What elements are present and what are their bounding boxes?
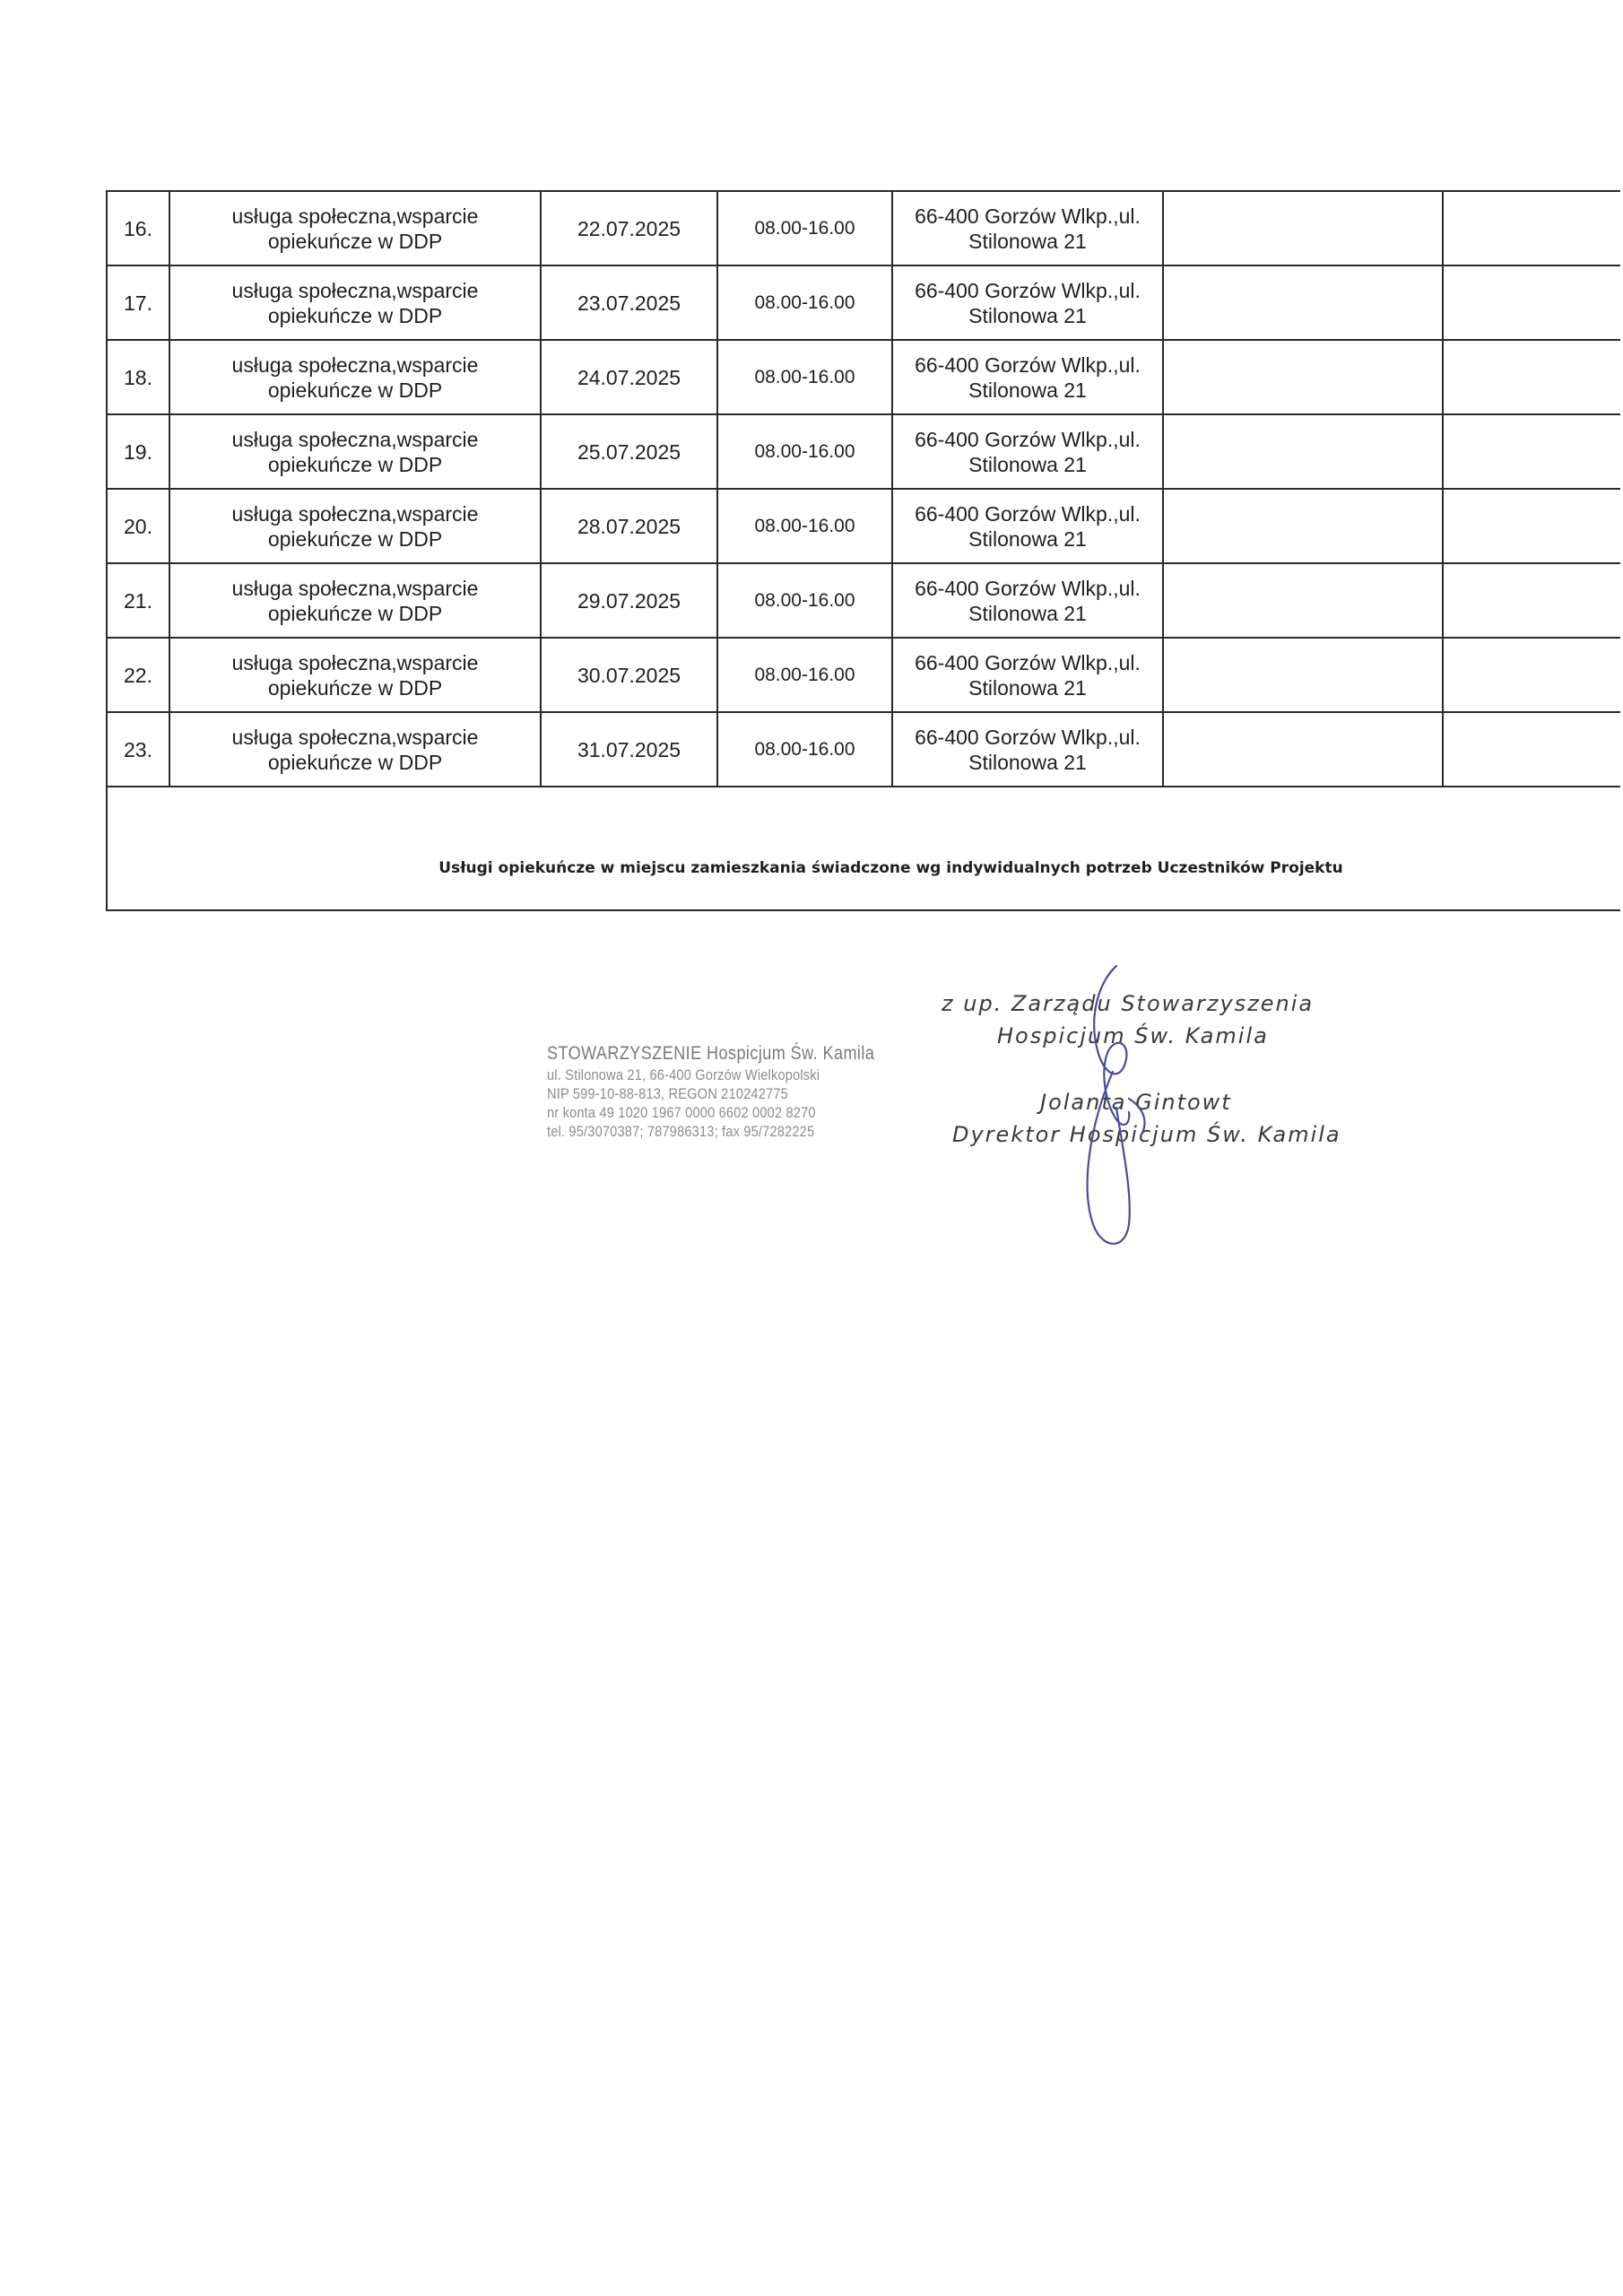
stamp-line: tel. 95/3070387; 787986313; fax 95/7282225 <box>547 1123 815 1140</box>
address-line-1: 66-400 Gorzów Wlkp.,ul. <box>915 278 1141 302</box>
service-name <box>169 638 541 712</box>
empty-cell <box>1443 489 1620 563</box>
service-line-1: usługa społeczna,wsparcie <box>231 501 479 526</box>
service-line-2: opiekuńcze w DDP <box>267 303 443 327</box>
stamp-title: STOWARZYSZENIE Hospicjum Św. Kamila <box>547 1043 875 1064</box>
service-hours: 08.00-16.00 <box>717 489 892 563</box>
row-number: 23. <box>107 712 169 787</box>
empty-cell <box>1443 265 1620 340</box>
table-row <box>107 265 1620 340</box>
address-line-1: 66-400 Gorzów Wlkp.,ul. <box>915 501 1141 526</box>
table-row <box>107 489 1620 563</box>
empty-cell <box>1443 414 1620 489</box>
row-number: 21. <box>107 563 169 638</box>
service-address <box>892 638 1163 712</box>
address-line-2: Stilonowa 21 <box>968 303 1087 327</box>
service-line-1: usługa społeczna,wsparcie <box>231 352 479 377</box>
service-name <box>169 489 541 563</box>
service-hours: 08.00-16.00 <box>717 340 892 414</box>
service-address <box>892 489 1163 563</box>
address-line-1: 66-400 Gorzów Wlkp.,ul. <box>915 576 1141 600</box>
schedule-table-body <box>107 191 1620 910</box>
address-line-2: Stilonowa 21 <box>968 229 1087 253</box>
service-hours: 08.00-16.00 <box>717 712 892 787</box>
table-row <box>107 340 1620 414</box>
service-line-1: usługa społeczna,wsparcie <box>231 278 479 302</box>
service-line-2: opiekuńcze w DDP <box>267 750 443 774</box>
empty-cell <box>1163 489 1443 563</box>
empty-cell <box>1443 712 1620 787</box>
row-number: 16. <box>107 191 169 265</box>
empty-cell <box>1443 563 1620 638</box>
service-address <box>892 191 1163 265</box>
signature-organization-line: Hospicjum Św. Kamila <box>997 1023 1269 1048</box>
service-date: 22.07.2025 <box>541 191 717 265</box>
address-line-2: Stilonowa 21 <box>968 601 1087 625</box>
service-line-1: usługa społeczna,wsparcie <box>231 204 479 228</box>
service-name <box>169 712 541 787</box>
service-date: 29.07.2025 <box>541 563 717 638</box>
service-date: 23.07.2025 <box>541 265 717 340</box>
table-row <box>107 191 1620 265</box>
address-line-2: Stilonowa 21 <box>968 750 1087 774</box>
service-line-1: usługa społeczna,wsparcie <box>231 725 479 749</box>
row-number: 19. <box>107 414 169 489</box>
handwritten-signature-icon <box>1063 964 1170 1260</box>
service-line-2: opiekuńcze w DDP <box>267 601 443 625</box>
row-number: 20. <box>107 489 169 563</box>
stamp-line: NIP 599-10-88-813, REGON 210242775 <box>547 1085 788 1102</box>
service-line-1: usługa społeczna,wsparcie <box>231 650 479 674</box>
row-number: 22. <box>107 638 169 712</box>
service-line-2: opiekuńcze w DDP <box>267 526 443 551</box>
association-stamp <box>547 1042 906 1141</box>
service-address <box>892 340 1163 414</box>
empty-cell <box>1163 340 1443 414</box>
empty-cell <box>1443 638 1620 712</box>
address-line-1: 66-400 Gorzów Wlkp.,ul. <box>915 352 1141 377</box>
address-line-1: 66-400 Gorzów Wlkp.,ul. <box>915 725 1141 749</box>
service-hours: 08.00-16.00 <box>717 414 892 489</box>
address-line-2: Stilonowa 21 <box>968 526 1087 551</box>
empty-cell <box>1163 191 1443 265</box>
service-name <box>169 563 541 638</box>
service-line-2: opiekuńcze w DDP <box>267 452 443 476</box>
address-line-1: 66-400 Gorzów Wlkp.,ul. <box>915 204 1141 228</box>
service-address <box>892 563 1163 638</box>
service-line-2: opiekuńcze w DDP <box>267 378 443 402</box>
service-date: 31.07.2025 <box>541 712 717 787</box>
signature-name: Jolanta Gintowt <box>1040 1090 1232 1115</box>
service-line-2: opiekuńcze w DDP <box>267 229 443 253</box>
footer-note: Usługi opiekuńcze w miejscu zamieszkania świadczone wg indywidualnych potrzeb Uczestników Projektu <box>107 787 1620 910</box>
table-row <box>107 563 1620 638</box>
address-line-2: Stilonowa 21 <box>968 452 1087 476</box>
address-line-2: Stilonowa 21 <box>968 675 1087 700</box>
signature-authority-line: z up. Zarządu Stowarzyszenia <box>942 991 1315 1016</box>
service-line-1: usługa społeczna,wsparcie <box>231 576 479 600</box>
service-hours: 08.00-16.00 <box>717 563 892 638</box>
service-date: 24.07.2025 <box>541 340 717 414</box>
stamp-line: nr konta 49 1020 1967 0000 6602 0002 8270 <box>547 1104 816 1121</box>
empty-cell <box>1443 340 1620 414</box>
empty-cell <box>1443 191 1620 265</box>
row-number: 17. <box>107 265 169 340</box>
service-name <box>169 414 541 489</box>
stamp-line: ul. Stilonowa 21, 66-400 Gorzów Wielkopolski <box>547 1066 820 1083</box>
service-date: 28.07.2025 <box>541 489 717 563</box>
address-line-1: 66-400 Gorzów Wlkp.,ul. <box>915 427 1141 451</box>
service-hours: 08.00-16.00 <box>717 191 892 265</box>
service-name <box>169 265 541 340</box>
service-hours: 08.00-16.00 <box>717 638 892 712</box>
empty-cell <box>1163 414 1443 489</box>
row-number: 18. <box>107 340 169 414</box>
service-date: 25.07.2025 <box>541 414 717 489</box>
table-row <box>107 712 1620 787</box>
empty-cell <box>1163 638 1443 712</box>
service-line-2: opiekuńcze w DDP <box>267 675 443 700</box>
address-line-2: Stilonowa 21 <box>968 378 1087 402</box>
service-address <box>892 265 1163 340</box>
table-footer-row <box>107 787 1620 910</box>
schedule-table <box>106 190 1620 911</box>
table-row <box>107 638 1620 712</box>
address-line-1: 66-400 Gorzów Wlkp.,ul. <box>915 650 1141 674</box>
service-name <box>169 191 541 265</box>
service-date: 30.07.2025 <box>541 638 717 712</box>
empty-cell <box>1163 265 1443 340</box>
empty-cell <box>1163 563 1443 638</box>
service-address <box>892 414 1163 489</box>
service-address <box>892 712 1163 787</box>
signature-role: Dyrektor Hospicjum Św. Kamila <box>952 1122 1341 1147</box>
service-hours: 08.00-16.00 <box>717 265 892 340</box>
service-name <box>169 340 541 414</box>
table-row <box>107 414 1620 489</box>
empty-cell <box>1163 712 1443 787</box>
service-line-1: usługa społeczna,wsparcie <box>231 427 479 451</box>
